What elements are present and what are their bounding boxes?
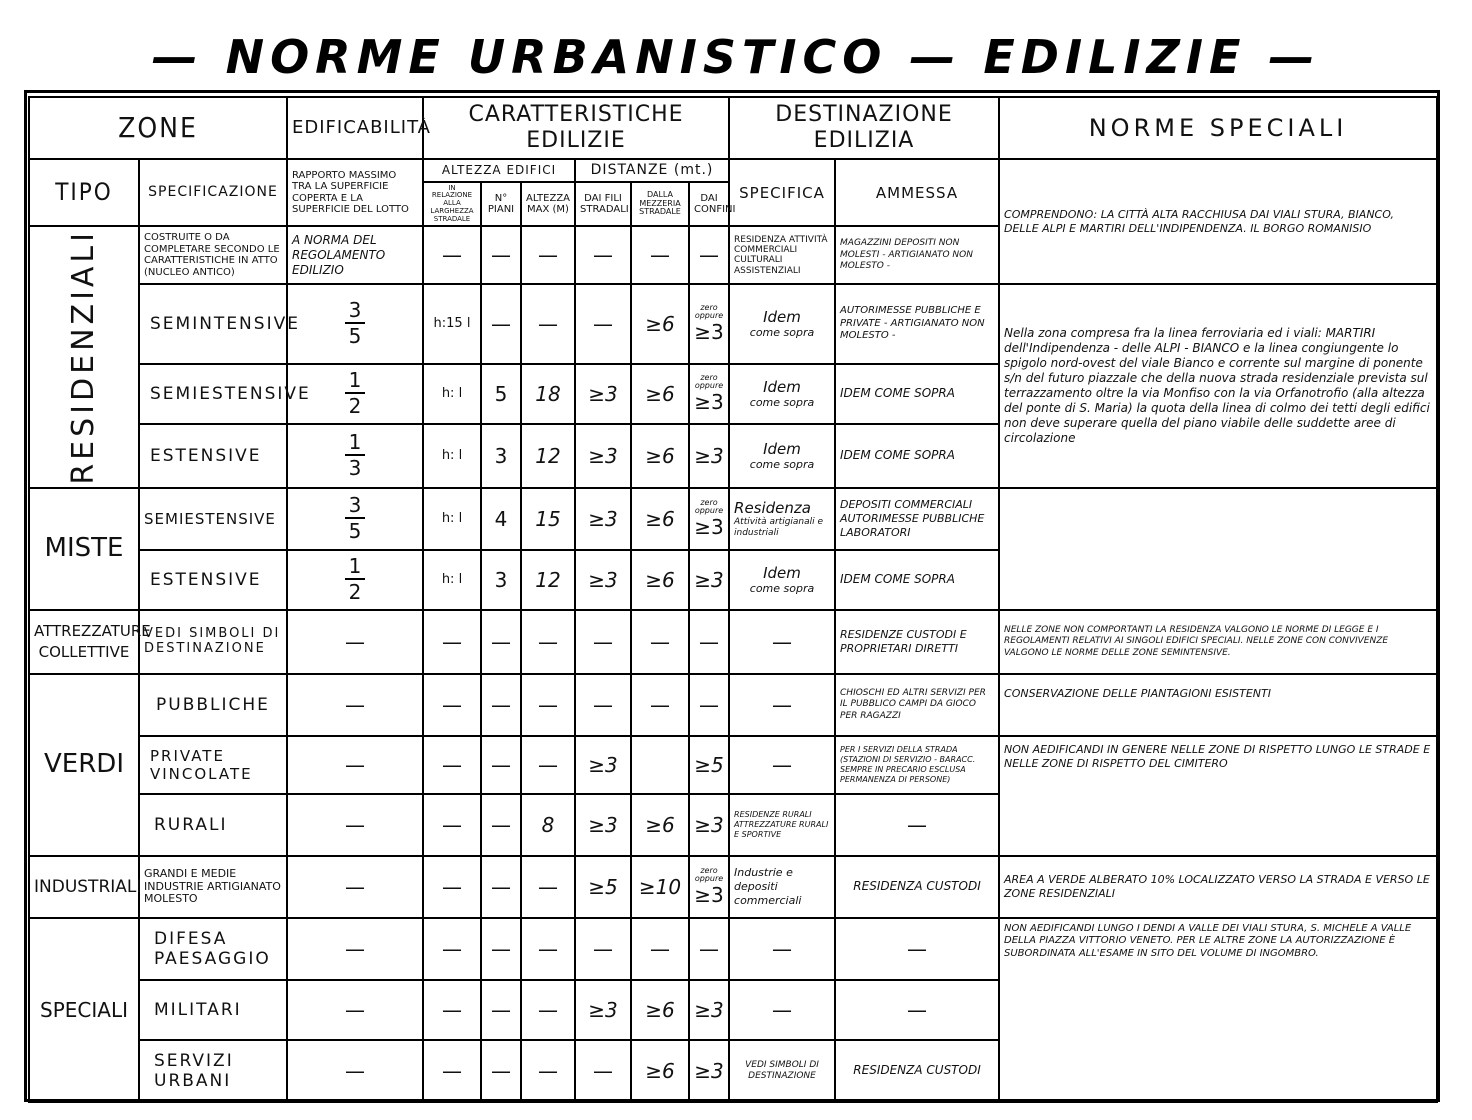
spec-cell: SEMIESTENSIVE	[139, 364, 287, 424]
header-caratteristiche: CARATTERISTICHE EDILIZIE	[423, 97, 729, 159]
conf-cell	[689, 364, 729, 424]
conf-cell: ≥3	[689, 980, 729, 1040]
ammessa-cell: MAGAZZINI DEPOSITI NON MOLESTI - ARTIGIANATO NON MOLESTO -	[835, 226, 999, 284]
dash-cell: —	[575, 284, 631, 364]
rel-cell: h:15 l	[423, 284, 481, 364]
dash-cell: —	[729, 610, 835, 674]
dash-cell: —	[423, 736, 481, 794]
norme-attrezzature: NELLE ZONE NON COMPORTANTI LA RESIDENZA VALGONO LE NORME DI LEGGE E I REGOLAMENTI RELATIVI AI SINGOLI EDIFICI SPECIALI. NELLE ZONE CON CONVIVENZE VALGONO LE NORME DELLE ZONE SEMINTENSIVE.	[999, 610, 1437, 674]
ratio-fraction	[345, 368, 366, 419]
dash-cell: —	[631, 610, 689, 674]
dash-cell: —	[481, 736, 521, 794]
fili-cell: ≥3	[575, 488, 631, 550]
zero-oppure-note: zero oppure	[694, 497, 724, 515]
specifica-sub: come sopra	[749, 326, 815, 340]
ratio-denominator: 2	[348, 394, 362, 419]
conf-value: ≥3	[694, 389, 724, 414]
header-altezza-max: ALTEZZA MAX (M)	[521, 182, 575, 226]
ratio-numerator: 1	[345, 432, 366, 456]
specifica-cell: Industrie e depositi commerciali	[729, 856, 835, 918]
piani-cell: 3	[481, 550, 521, 610]
header-norme: NORME SPECIALI	[999, 97, 1437, 159]
header-specifica: SPECIFICA	[729, 159, 835, 226]
header-edificabilita: EDIFICABILITÀ	[287, 97, 423, 159]
ratio-numerator: 3	[345, 495, 366, 519]
zone-speciali: SPECIALI	[29, 918, 139, 1102]
specifica-cell	[729, 424, 835, 488]
norme-miste-empty	[999, 488, 1437, 610]
piani-cell: 5	[481, 364, 521, 424]
dash-cell: —	[423, 610, 481, 674]
spec-cell: COSTRUITE O DA COMPLETARE SECONDO LE CARATTERISTICHE IN ATTO (NUCLEO ANTICO)	[139, 226, 287, 284]
mezz-cell: ≥10	[631, 856, 689, 918]
zone-attrezzature: ATTREZZATURE COLLETTIVE	[29, 610, 139, 674]
conf-value: ≥3	[694, 882, 724, 907]
spec-cell: MILITARI	[139, 980, 287, 1040]
dash-cell: —	[481, 980, 521, 1040]
piani-cell: 4	[481, 488, 521, 550]
page-title: — NORME URBANISTICO — EDILIZIE —	[151, 30, 1321, 84]
ratio-numerator: 1	[345, 556, 366, 580]
zone-industriali: INDUSTRIALI	[29, 856, 139, 918]
alt-cell: 12	[521, 424, 575, 488]
conf-cell: ≥5	[689, 736, 729, 794]
dash-cell: —	[481, 610, 521, 674]
specifica-cell	[729, 284, 835, 364]
table-row	[29, 736, 1437, 794]
dash-cell: —	[689, 226, 729, 284]
mezz-cell: ≥6	[631, 364, 689, 424]
conf-cell: ≥3	[689, 1040, 729, 1102]
dash-cell: —	[423, 794, 481, 856]
specifica-sub: Attività artigianali e industriali	[734, 517, 824, 538]
conf-value: ≥3	[694, 514, 724, 539]
ammessa-cell: DEPOSITI COMMERCIALI AUTORIMESSE PUBBLICHE LABORATORI	[835, 488, 999, 550]
table-row	[29, 856, 1437, 918]
ratio-fraction	[345, 554, 366, 605]
specifica-main: Idem	[763, 440, 801, 459]
zero-oppure-note: zero oppure	[694, 372, 724, 390]
specifica-sub: come sopra	[749, 396, 815, 410]
spec-cell: PRIVATE VINCOLATE	[139, 736, 287, 794]
fili-cell: ≥3	[575, 424, 631, 488]
specifica-cell	[729, 488, 835, 550]
specifica-cell	[729, 364, 835, 424]
specifica-cell	[729, 550, 835, 610]
dash-cell: —	[287, 674, 423, 736]
dash-cell: —	[287, 736, 423, 794]
ratio-fraction	[345, 298, 366, 349]
header-row-2	[29, 159, 1437, 182]
specifica-cell: VEDI SIMBOLI DI DESTINAZIONE	[729, 1040, 835, 1102]
mezz-cell: ≥6	[631, 488, 689, 550]
fili-cell: ≥3	[575, 550, 631, 610]
header-fili: DAI FILI STRADALI	[575, 182, 631, 226]
zone-miste: MISTE	[29, 488, 139, 610]
dash-cell: —	[689, 918, 729, 980]
dash-cell: —	[423, 856, 481, 918]
zero-oppure-note: zero oppure	[694, 303, 724, 321]
table-row	[29, 284, 1437, 364]
dash-cell: —	[521, 1040, 575, 1102]
specifica-cell: RESIDENZA ATTIVITÀ COMMERCIALI CULTURALI ASSISTENZIALI	[729, 226, 835, 284]
dash-cell: —	[521, 918, 575, 980]
fili-cell: ≥3	[575, 794, 631, 856]
fili-cell: ≥3	[575, 980, 631, 1040]
dash-cell: —	[729, 918, 835, 980]
dash-cell: —	[729, 736, 835, 794]
spec-cell: DIFESA PAESAGGIO	[139, 918, 287, 980]
header-piani: N° PIANI	[481, 182, 521, 226]
dash-cell: —	[423, 674, 481, 736]
ratio-denominator: 5	[348, 324, 362, 349]
conf-cell	[689, 284, 729, 364]
dash-cell: —	[521, 226, 575, 284]
specifica-main: Residenza	[734, 499, 811, 518]
table-row	[29, 610, 1437, 674]
ammessa-cell: CHIOSCHI ED ALTRI SERVIZI PER IL PUBBLICO CAMPI DA GIOCO PER RAGAZZI	[835, 674, 999, 736]
conf-value: ≥3	[694, 320, 724, 345]
rel-cell: h: l	[423, 488, 481, 550]
dash-cell: —	[575, 226, 631, 284]
header-confini: DAI CONFINI	[689, 182, 729, 226]
zero-oppure-note: zero oppure	[694, 865, 724, 883]
ammessa-cell: IDEM COME SOPRA	[835, 550, 999, 610]
ammessa-cell: PER I SERVIZI DELLA STRADA (STAZIONI DI SERVIZIO - BARACC. SEMPRE IN PRECARIO ESCLUSA PERMANENZA DI PERSONE)	[835, 736, 999, 794]
rel-cell: h: l	[423, 550, 481, 610]
rel-cell: h: l	[423, 424, 481, 488]
dash-cell: —	[287, 980, 423, 1040]
header-row-1	[29, 97, 1437, 159]
spec-cell: PUBBLICHE	[139, 674, 287, 736]
dash-cell: —	[689, 674, 729, 736]
table-row	[29, 918, 1437, 980]
spec-cell: RURALI	[139, 794, 287, 856]
dash-cell: —	[287, 918, 423, 980]
ratio-numerator: 1	[345, 370, 366, 394]
norms-table	[28, 96, 1438, 1103]
spec-cell: ESTENSIVE	[139, 550, 287, 610]
dash-cell: —	[423, 918, 481, 980]
dash-cell: —	[481, 856, 521, 918]
ratio-denominator: 2	[348, 580, 362, 605]
norme-residenziali-1: COMPRENDONO: LA CITTÀ ALTA RACCHIUSA DAI VIALI STURA, BIANCO, DELLE ALPI E MARTIRI DELL'INDIPENDENZA. IL BORGO ROMANISIO	[999, 159, 1437, 284]
ratio-cell	[287, 284, 423, 364]
mezz-cell: ≥6	[631, 794, 689, 856]
mezz-cell: ≥6	[631, 1040, 689, 1102]
header-ammessa: AMMESSA	[835, 159, 999, 226]
spec-cell: ESTENSIVE	[139, 424, 287, 488]
spec-cell: VEDI SIMBOLI DI DESTINAZIONE	[139, 610, 287, 674]
header-relazione: IN RELAZIONE ALLA LARGHEZZA STRADALE	[423, 182, 481, 226]
ratio-numerator: 3	[345, 300, 366, 324]
conf-cell	[689, 488, 729, 550]
ammessa-cell: IDEM COME SOPRA	[835, 424, 999, 488]
header-distanze: DISTANZE (mt.)	[575, 159, 729, 182]
spec-cell: SEMINTENSIVE	[139, 284, 287, 364]
ammessa-cell: IDEM COME SOPRA	[835, 364, 999, 424]
dash-cell: —	[423, 980, 481, 1040]
ammessa-cell: RESIDENZA CUSTODI	[835, 856, 999, 918]
dash-cell: —	[521, 980, 575, 1040]
ratio-denominator: 5	[348, 519, 362, 544]
dash-cell: —	[835, 918, 999, 980]
ammessa-cell: RESIDENZA CUSTODI	[835, 1040, 999, 1102]
header-tipo: TIPO	[29, 159, 139, 226]
dash-cell: —	[521, 610, 575, 674]
header-rapporto: RAPPORTO MASSIMO TRA LA SUPERFICIE COPERTA E LA SUPERFICIE DEL LOTTO	[287, 159, 423, 226]
zone-residenziali-label: RESIDENZIALI	[66, 229, 101, 485]
dash-cell: —	[481, 1040, 521, 1102]
specifica-main: Idem	[763, 564, 801, 583]
dash-cell: —	[521, 736, 575, 794]
table-row	[29, 488, 1437, 550]
alt-cell: 8	[521, 794, 575, 856]
dash-cell: —	[689, 610, 729, 674]
dash-cell: —	[481, 284, 521, 364]
conf-cell: ≥3	[689, 424, 729, 488]
mezz-cell: ≥6	[631, 284, 689, 364]
table-row	[29, 674, 1437, 736]
dash-cell: —	[631, 918, 689, 980]
conf-cell	[689, 856, 729, 918]
specifica-main: Idem	[763, 308, 801, 327]
dash-cell: —	[481, 918, 521, 980]
mezz-cell: ≥6	[631, 424, 689, 488]
rel-cell: h: l	[423, 364, 481, 424]
norme-verdi-1: CONSERVAZIONE DELLE PIANTAGIONI ESISTENTI	[999, 674, 1437, 736]
empty-cell	[631, 736, 689, 794]
conf-cell: ≥3	[689, 550, 729, 610]
norme-industriali: AREA A VERDE ALBERATO 10% LOCALIZZATO VERSO LA STRADA E VERSO LE ZONE RESIDENZIALI	[999, 856, 1437, 918]
specifica-main: Idem	[763, 378, 801, 397]
specifica-sub: come sopra	[749, 458, 815, 472]
dash-cell: —	[481, 794, 521, 856]
dash-cell: —	[835, 980, 999, 1040]
dash-cell: —	[631, 226, 689, 284]
ratio-fraction	[345, 430, 366, 481]
ammessa-cell: RESIDENZE CUSTODI E PROPRIETARI DIRETTI	[835, 610, 999, 674]
spec-cell: SERVIZI URBANI	[139, 1040, 287, 1102]
dash-cell: —	[481, 674, 521, 736]
edif-cell: A NORMA DEL REGOLAMENTO EDILIZIO	[287, 226, 423, 284]
dash-cell: —	[423, 1040, 481, 1102]
header-destinazione: DESTINAZIONE EDILIZIA	[729, 97, 999, 159]
alt-cell: 12	[521, 550, 575, 610]
alt-cell: 15	[521, 488, 575, 550]
dash-cell: —	[287, 1040, 423, 1102]
ammessa-cell: AUTORIMESSE PUBBLICHE E PRIVATE - ARTIGIANATO NON MOLESTO -	[835, 284, 999, 364]
specifica-sub: come sopra	[749, 582, 815, 596]
fili-cell: ≥3	[575, 736, 631, 794]
dash-cell: —	[575, 674, 631, 736]
spec-cell: GRANDI E MEDIE INDUSTRIE ARTIGIANATO MOLESTO	[139, 856, 287, 918]
norme-speciali: NON AEDIFICANDI LUNGO I DENDI A VALLE DEI VIALI STURA, S. MICHELE A VALLE DELLA PIAZZA VITTORIO VENETO. PER LE ALTRE ZONE LA AUTORIZZAZIONE È SUBORDINATA ALL'ESAME IN SITO DEL VOLUME DI INGOMBRO.	[999, 918, 1437, 1102]
specifica-cell: RESIDENZE RURALI ATTREZZATURE RURALI E SPORTIVE	[729, 794, 835, 856]
dash-cell: —	[423, 226, 481, 284]
ratio-denominator: 3	[348, 456, 362, 481]
dash-cell: —	[287, 856, 423, 918]
dash-cell: —	[729, 980, 835, 1040]
ratio-cell	[287, 424, 423, 488]
header-zone: ZONE	[29, 97, 287, 159]
dash-cell: —	[521, 674, 575, 736]
dash-cell: —	[575, 610, 631, 674]
dash-cell: —	[631, 674, 689, 736]
norme-residenziali-2: Nella zona compresa fra la linea ferroviaria ed i viali: MARTIRI dell'Indipendenza - delle ALPI - BIANCO e la linea congiungente lo spigolo nord-ovest del viale Bianco e corrente sul margine di ponente s/n del futuro piazzale che della nuova strada residenziale prevista sul terrazzamento oltre la via Monfiso con la via Orfanotrofio (alla altezza del ponte di S. Maria) la quota della linea di colmo dei tetti degli edifici non deve superare quella del piano viabile delle suddette aree di circolazione	[999, 284, 1437, 488]
dash-cell: —	[575, 1040, 631, 1102]
alt-cell: 18	[521, 364, 575, 424]
dash-cell: —	[521, 856, 575, 918]
zone-residenziali	[29, 226, 139, 488]
spec-cell: SEMIESTENSIVE	[139, 488, 287, 550]
dash-cell: —	[287, 610, 423, 674]
piani-cell: 3	[481, 424, 521, 488]
dash-cell: —	[521, 284, 575, 364]
header-altezza: ALTEZZA EDIFICI	[423, 159, 575, 182]
norme-verdi-2: NON AEDIFICANDI IN GENERE NELLE ZONE DI RISPETTO LUNGO LE STRADE E NELLE ZONE DI RISPETTO DEL CIMITERO	[999, 736, 1437, 856]
conf-cell: ≥3	[689, 794, 729, 856]
dash-cell: —	[575, 918, 631, 980]
mezz-cell: ≥6	[631, 550, 689, 610]
header-specificazione: SPECIFICAZIONE	[139, 159, 287, 226]
fili-cell: ≥3	[575, 364, 631, 424]
header-mezzeria: DALLA MEZZERIA STRADALE	[631, 182, 689, 226]
ratio-fraction	[345, 493, 366, 544]
ratio-cell	[287, 550, 423, 610]
fili-cell: ≥5	[575, 856, 631, 918]
dash-cell: —	[287, 794, 423, 856]
dash-cell: —	[729, 674, 835, 736]
dash-cell: —	[481, 226, 521, 284]
zone-verdi: VERDI	[29, 674, 139, 856]
ratio-cell	[287, 488, 423, 550]
dash-cell: —	[835, 794, 999, 856]
mezz-cell: ≥6	[631, 980, 689, 1040]
